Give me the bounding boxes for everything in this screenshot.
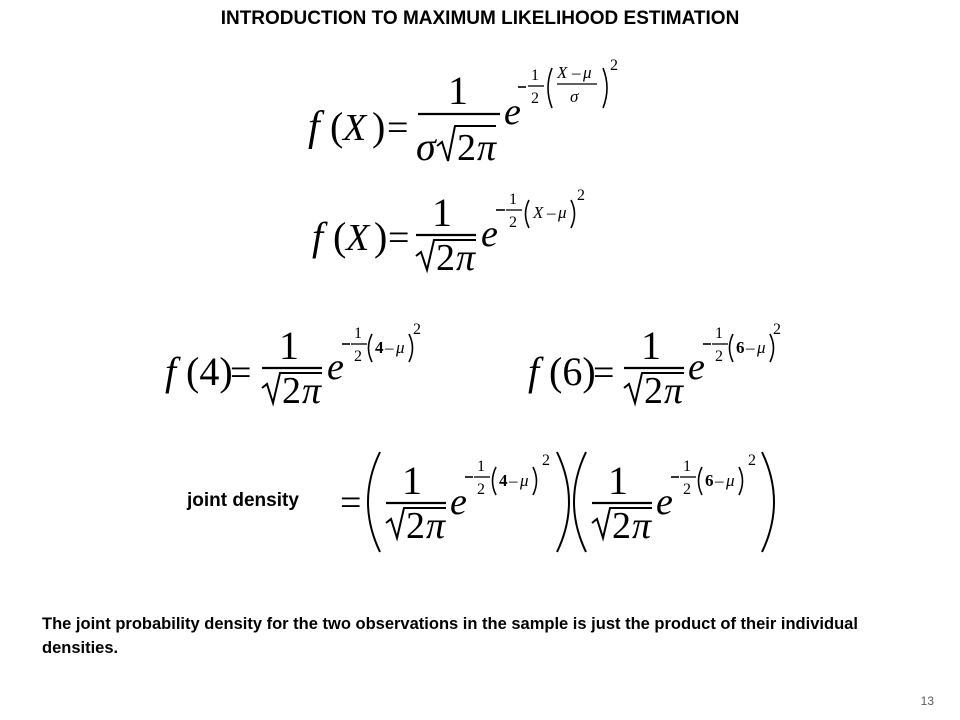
svg-text:μ: μ [726,471,735,490]
slide-caption: The joint probability density for the two observations in the sample is just the product of their individual densities. [42,615,858,657]
svg-text:2: 2 [282,370,301,412]
svg-text:2: 2 [610,57,618,74]
svg-text:–: – [715,471,724,490]
svg-text:): ) [372,104,386,149]
svg-text:6: 6 [736,338,745,357]
svg-text:1: 1 [402,458,422,503]
svg-text:π: π [456,237,476,279]
svg-text:π: π [632,505,652,547]
svg-text:2: 2 [436,237,455,279]
equation-density-at-6 [528,321,781,412]
svg-text:X: X [557,63,568,82]
svg-text:4: 4 [499,471,508,490]
svg-text:μ: μ [583,63,592,82]
svg-text:1: 1 [683,458,691,475]
svg-text:(: ( [333,214,347,259]
svg-text:(6): (6) [549,349,596,394]
svg-text:f: f [165,349,177,394]
svg-text:=: = [593,352,615,394]
svg-text:6: 6 [705,471,714,490]
svg-text:μ: μ [396,338,405,357]
svg-text:2: 2 [612,505,631,547]
svg-text:2: 2 [715,348,723,365]
svg-text:μ: μ [558,203,567,222]
svg-text:2: 2 [477,481,485,498]
svg-text:X: X [346,217,370,259]
svg-text:–: – [572,63,581,82]
svg-text:μ: μ [757,338,766,357]
svg-text:e: e [504,91,521,133]
svg-text:1: 1 [477,458,485,475]
joint-density-label: joint density [187,490,299,511]
svg-text:σ: σ [416,124,436,169]
svg-text:–: – [509,471,518,490]
svg-text:2: 2 [509,214,517,231]
svg-text:2: 2 [683,481,691,498]
svg-text:–: – [547,203,556,222]
svg-text:X: X [533,203,544,222]
svg-text:1: 1 [509,191,517,208]
svg-text:f: f [528,349,540,394]
equation-density-at-4 [165,321,421,412]
svg-text:1: 1 [715,325,723,342]
svg-text:2: 2 [354,348,362,365]
svg-text:–: – [746,338,755,357]
svg-text:f: f [312,214,324,259]
svg-text:(: ( [330,104,344,149]
svg-text:–: – [385,338,394,357]
equation-general-normal-density [308,57,618,169]
svg-text:1: 1 [608,458,628,503]
equation-unit-variance-density [312,187,585,279]
svg-text:2: 2 [413,321,421,338]
svg-text:2: 2 [644,370,663,412]
svg-text:=: = [340,482,362,524]
svg-text:e: e [481,213,498,255]
svg-text:π: π [302,370,322,412]
svg-text:X: X [343,107,367,149]
svg-text:e: e [327,346,344,388]
svg-text:σ: σ [570,87,579,106]
svg-text:=: = [388,217,410,259]
svg-text:=: = [230,352,252,394]
svg-text:π: π [477,127,497,169]
svg-text:2: 2 [542,452,550,469]
svg-text:2: 2 [773,321,781,338]
svg-text:μ: μ [520,471,529,490]
svg-text:1: 1 [432,190,452,235]
svg-text:1: 1 [448,68,468,113]
page-number: 13 [920,694,934,708]
svg-text:π: π [426,505,446,547]
svg-text:f: f [308,104,320,150]
svg-text:1: 1 [641,323,661,368]
svg-text:2: 2 [577,187,585,204]
svg-text:=: = [387,107,409,149]
svg-text:e: e [450,481,467,523]
svg-text:1: 1 [531,67,539,84]
slide-title: INTRODUCTION TO MAXIMUM LIKELIHOOD ESTIMATION [220,8,740,29]
svg-text:2: 2 [748,452,756,469]
svg-text:): ) [374,214,388,259]
svg-text:1: 1 [354,325,362,342]
svg-text:(4): (4) [186,349,233,394]
svg-text:π: π [664,370,684,412]
svg-text:2: 2 [457,127,476,169]
svg-text:e: e [688,346,705,388]
equation-joint-density [340,452,774,552]
svg-text:2: 2 [531,90,539,107]
svg-text:2: 2 [406,505,425,547]
svg-text:e: e [656,481,673,523]
svg-text:1: 1 [279,323,299,368]
svg-text:4: 4 [375,338,384,357]
